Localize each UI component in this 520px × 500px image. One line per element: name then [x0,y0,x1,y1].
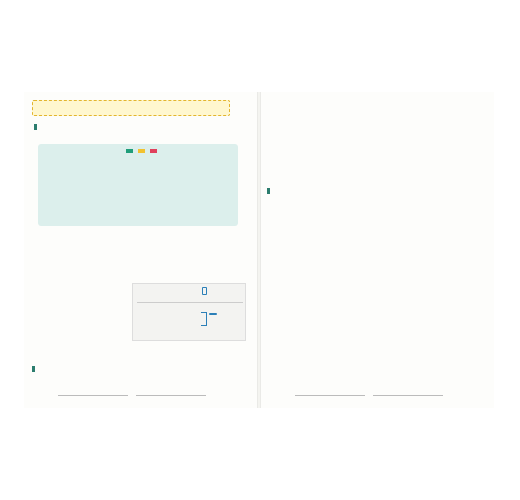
section1-title [34,124,40,131]
page-number-right [291,395,447,400]
bottle-icon [202,287,207,295]
product-illustration [267,224,487,338]
reading-banner[interactable] [32,100,230,116]
section2-title [32,366,38,373]
book-spread [24,92,494,408]
section-marker-icon [32,366,35,372]
pie-charts-svg [38,144,238,226]
right-section-title [267,188,273,195]
price-info-box [132,283,246,341]
info-ratio [209,313,217,315]
section-marker-icon [267,188,270,194]
left-page [24,92,257,408]
region-bar-chart [373,104,488,182]
page-number-left [54,395,210,400]
right-page [261,92,494,408]
pie-chart-panel [38,144,238,226]
info-count [199,287,212,297]
section-marker-icon [34,124,37,130]
product-figures-svg [267,224,487,338]
